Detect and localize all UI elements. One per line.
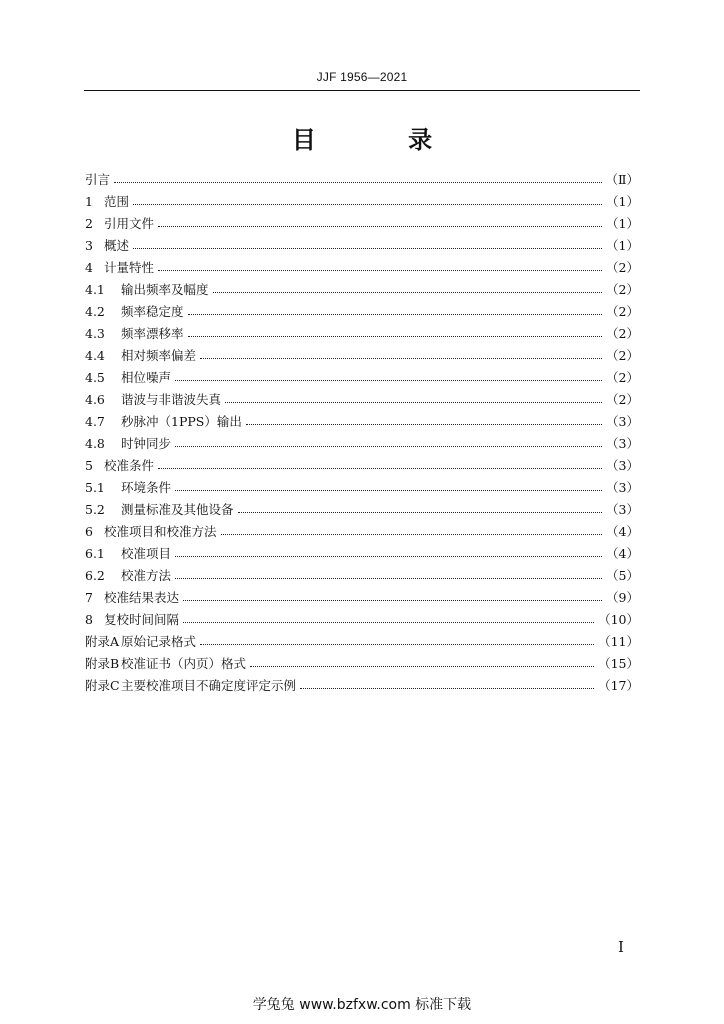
- toc-entry[interactable]: [85, 388, 639, 410]
- toc-dot-leader: [300, 688, 594, 689]
- toc-dot-leader: [250, 666, 594, 667]
- toc-entry-label: 计量特性: [104, 260, 155, 275]
- toc-dot-leader: [200, 644, 594, 645]
- toc-entry-number: 4.6: [85, 391, 105, 407]
- toc-entry-number: 4.2: [85, 303, 105, 319]
- toc-entry-page: （17）: [598, 678, 639, 693]
- toc-entry-number: 1: [85, 193, 93, 209]
- toc-entry-number: 5.1: [85, 479, 105, 495]
- toc-entry[interactable]: [85, 410, 639, 432]
- toc-entry[interactable]: [85, 652, 639, 674]
- toc-dot-leader: [188, 314, 603, 315]
- toc-dot-leader: [213, 292, 603, 293]
- toc-entry-number: 4.7: [85, 413, 105, 429]
- toc-entry[interactable]: [85, 454, 639, 476]
- toc-entry-label: 校准条件: [104, 458, 155, 473]
- toc-entry-page: （2）: [606, 348, 639, 363]
- toc-entry-page: （3）: [606, 458, 639, 473]
- toc-dot-leader: [238, 512, 603, 513]
- toc-entry-number: 4.3: [85, 325, 105, 341]
- toc-entry-page: （1）: [606, 216, 639, 231]
- toc-entry-label: 校准方法: [121, 568, 172, 583]
- toc-entry-page: （1）: [606, 238, 639, 253]
- toc-dot-leader: [175, 578, 602, 579]
- toc-entry-page: （5）: [606, 568, 639, 583]
- toc-entry-label: 秒脉冲（1PPS）输出: [121, 414, 242, 429]
- toc-dot-leader: [158, 468, 602, 469]
- toc-entry-number: 2: [85, 215, 93, 231]
- toc-entry-label: 相对频率偏差: [121, 348, 197, 363]
- toc-entry[interactable]: [85, 586, 639, 608]
- header-rule: [84, 90, 640, 91]
- toc-entry-label: 谐波与非谐波失真: [121, 392, 222, 407]
- toc-dot-leader: [133, 248, 602, 249]
- toc-entry-label: 环境条件: [121, 480, 172, 495]
- toc-entry-number: 8: [85, 611, 93, 627]
- page-number: I: [618, 938, 624, 956]
- toc-entry-page: （4）: [606, 524, 639, 539]
- toc-entry-page: （3）: [606, 414, 639, 429]
- toc-entry-label: 校准证书（内页）格式: [121, 656, 247, 671]
- toc-entry-label: 概述: [104, 238, 130, 253]
- toc-entry-label: 范围: [104, 194, 130, 209]
- toc-entry-label: 原始记录格式: [121, 634, 197, 649]
- table-of-contents: [85, 168, 639, 696]
- toc-entry-number: 4.8: [85, 435, 105, 451]
- toc-entry[interactable]: [85, 344, 639, 366]
- toc-entry-page: （2）: [606, 392, 639, 407]
- toc-dot-leader: [175, 490, 602, 491]
- toc-dot-leader: [158, 226, 602, 227]
- toc-entry[interactable]: [85, 256, 639, 278]
- toc-dot-leader: [183, 622, 594, 623]
- toc-dot-leader: [200, 358, 602, 359]
- toc-dot-leader: [175, 446, 602, 447]
- toc-entry-label: 测量标准及其他设备: [121, 502, 234, 517]
- toc-entry-label: 引用文件: [104, 216, 155, 231]
- toc-entry-page: （11）: [598, 634, 639, 649]
- toc-dot-leader: [158, 270, 602, 271]
- toc-entry[interactable]: [85, 564, 639, 586]
- toc-dot-leader: [175, 556, 602, 557]
- toc-entry-label: 相位噪声: [121, 370, 172, 385]
- toc-entry-page: （3）: [606, 480, 639, 495]
- toc-entry-page: （2）: [606, 326, 639, 341]
- toc-entry-page: （2）: [606, 260, 639, 275]
- toc-entry[interactable]: [85, 498, 639, 520]
- toc-entry-page: （15）: [598, 656, 639, 671]
- toc-entry-number: 6.1: [85, 545, 105, 561]
- toc-entry-page: （3）: [606, 436, 639, 451]
- toc-entry-number: 6.2: [85, 567, 105, 583]
- toc-entry-label: 校准项目: [121, 546, 172, 561]
- footer-watermark: 学兔兔 www.bzfxw.com 标准下载: [252, 997, 472, 1013]
- toc-entry-label: 校准项目和校准方法: [104, 524, 217, 539]
- page-title: 目 录: [291, 125, 475, 154]
- toc-entry-label: 时钟同步: [121, 436, 172, 451]
- toc-entry-number: 3: [85, 237, 93, 253]
- toc-entry[interactable]: [85, 476, 639, 498]
- toc-entry-page: （2）: [606, 370, 639, 385]
- toc-entry[interactable]: [85, 322, 639, 344]
- toc-entry-number: 4.4: [85, 347, 105, 363]
- toc-entry-number: 4.5: [85, 369, 105, 385]
- toc-entry-label: 频率漂移率: [121, 326, 184, 341]
- toc-entry-label: 输出频率及幅度: [121, 282, 209, 297]
- toc-entry-number: 5: [85, 457, 93, 473]
- toc-entry-label: 复校时间间隔: [104, 612, 180, 627]
- toc-entry-number: 附录A: [85, 634, 120, 649]
- toc-entry[interactable]: [85, 168, 639, 190]
- toc-dot-leader: [246, 424, 602, 425]
- toc-entry-number: 6: [85, 523, 93, 539]
- toc-entry-page: （1）: [606, 194, 639, 209]
- toc-entry-label: 主要校准项目不确定度评定示例: [121, 678, 297, 693]
- toc-entry-number: 5.2: [85, 501, 105, 517]
- toc-entry-page: （10）: [598, 612, 639, 627]
- toc-entry-number: 附录B: [85, 656, 120, 671]
- toc-entry[interactable]: [85, 520, 639, 542]
- toc-entry[interactable]: [85, 234, 639, 256]
- toc-dot-leader: [114, 182, 601, 183]
- toc-entry-number: 7: [85, 589, 93, 605]
- toc-dot-leader: [221, 534, 603, 535]
- document-code: JJF 1956—2021: [316, 70, 408, 84]
- toc-dot-leader: [225, 402, 602, 403]
- toc-entry-page: （4）: [606, 546, 639, 561]
- toc-entry-page: （9）: [606, 590, 639, 605]
- toc-entry-number: 附录C: [85, 678, 120, 693]
- toc-entry[interactable]: [85, 432, 639, 454]
- toc-entry-label: 引言: [85, 172, 111, 187]
- toc-entry-page: （2）: [606, 282, 639, 297]
- toc-entry[interactable]: [85, 542, 639, 564]
- toc-entry[interactable]: [85, 278, 639, 300]
- toc-entry-number: 4.1: [85, 281, 105, 297]
- toc-entry-number: 4: [85, 259, 93, 275]
- toc-dot-leader: [133, 204, 602, 205]
- toc-entry[interactable]: [85, 608, 639, 630]
- toc-entry-label: 校准结果表达: [104, 590, 180, 605]
- toc-entry-page: （2）: [606, 304, 639, 319]
- toc-entry-label: 频率稳定度: [121, 304, 184, 319]
- toc-dot-leader: [183, 600, 602, 601]
- toc-entry[interactable]: [85, 190, 639, 212]
- toc-entry[interactable]: [85, 674, 639, 696]
- toc-entry[interactable]: [85, 300, 639, 322]
- toc-entry[interactable]: [85, 630, 639, 652]
- toc-entry[interactable]: [85, 212, 639, 234]
- toc-entry[interactable]: [85, 366, 639, 388]
- toc-entry-page: （Ⅱ）: [605, 172, 639, 187]
- toc-dot-leader: [188, 336, 603, 337]
- toc-entry-page: （3）: [606, 502, 639, 517]
- toc-dot-leader: [175, 380, 602, 381]
